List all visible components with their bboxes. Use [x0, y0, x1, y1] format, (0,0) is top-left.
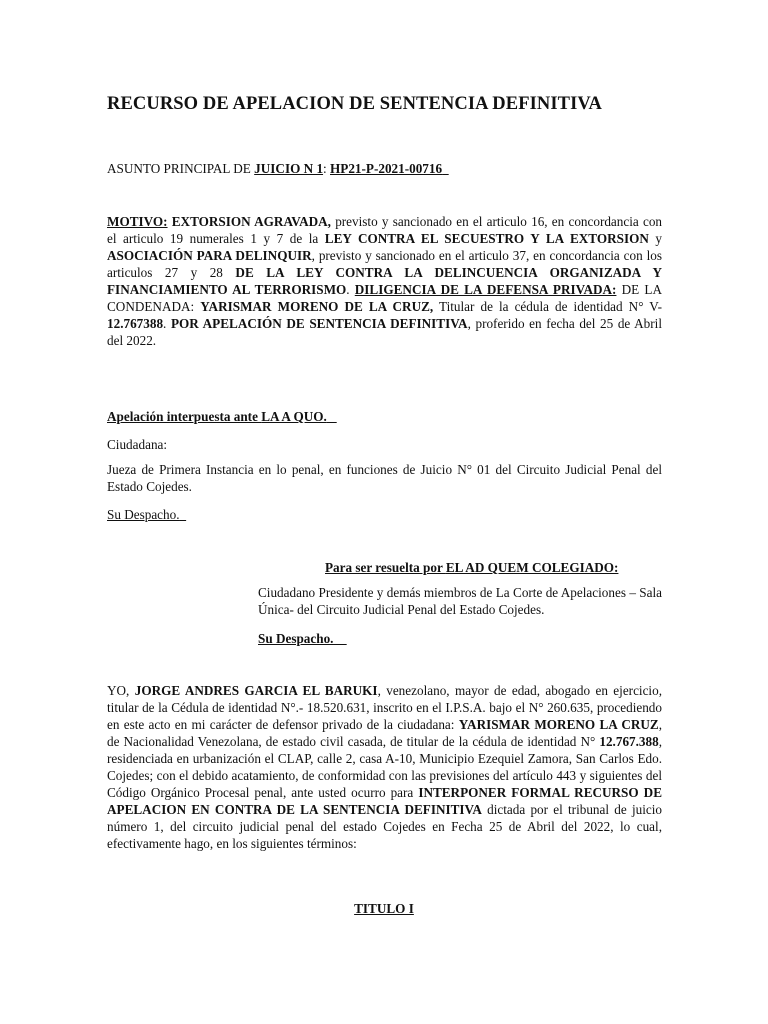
diligencia-label: DILIGENCIA DE LA DEFENSA PRIVADA:: [354, 282, 617, 297]
ad-quem-despacho-text: Su Despacho.: [258, 631, 334, 646]
a-quo-underline-tail: [327, 409, 337, 424]
delito-asociacion: ASOCIACIÓN PARA DELINQUIR: [107, 248, 312, 263]
juicio-label: JUICIO N 1: [254, 161, 324, 176]
ad-quem-heading: [325, 559, 618, 576]
a-quo-despacho-text: Su Despacho.: [107, 507, 180, 522]
cuerpo-text-2: , venezolano, mayor de edad, abogado en ejercicio, titular de la Cédula de identidad N°.- 18.520.631, inscrito en el I.P.S.A. bajo el N° 260.635, procediendo en este acto en mi carácter de defensor privado de la ciudadana:: [107, 683, 662, 732]
ad-quem-heading-name: EL AD QUEM COLEGIADO:: [445, 560, 619, 575]
jueza-paragraph: Jueza de Primera Instancia en lo penal, en funciones de Juicio N° 01 del Circuito Judicial Penal del Estado Cojedes.: [107, 462, 662, 494]
motivo-text-6: Titular de la cédula de identidad N° V-: [433, 299, 662, 314]
ciudadana-name: YARISMAR MORENO LA CRUZ: [458, 717, 659, 732]
delito-extorsion: EXTORSION AGRAVADA,: [171, 214, 331, 229]
asunto-prefix: ASUNTO PRINCIPAL DE: [107, 161, 255, 176]
cuerpo-text-5: dictada por el tribunal de juicio número 1, del circuito judicial penal del estado Cojedes en Fecha 25 de Abril del 2022, lo cual, efectivamente hago, en los siguientes términos:: [107, 802, 662, 851]
a-quo-heading-text: Apelación interpuesta ante: [107, 409, 262, 424]
motivo-text-4: .: [346, 282, 355, 297]
a-quo-despacho-tail: [180, 507, 187, 522]
condenada-cedula: 12.767388: [107, 316, 164, 331]
motivo-text-8: , proferido en fecha del 25 de Abril del 2022.: [107, 316, 662, 348]
motivo-text-3: , previsto y sancionado en el articulo 37, en concordancia con los articulos 27 y 28: [107, 248, 662, 280]
ciudadana-label: Ciudadana:: [107, 437, 168, 452]
abogado-name: JORGE ANDRES GARCIA EL BARUKI: [134, 683, 378, 698]
motivo-text-1: previsto y sancionado en el articulo 16, en concordancia con el articulo 19 numerales 1 y 7 de la: [107, 214, 663, 246]
motivo-text-5: DE LA CONDENADA:: [107, 282, 662, 314]
interponer-recurso: INTERPONER FORMAL RECURSO DE APELACION EN CONTRA DE LA SENTENCIA DEFINITIVA: [107, 785, 662, 817]
motivo-text-7: .: [163, 316, 171, 331]
asunto-line: [107, 160, 449, 177]
expediente-number: HP21-P-2021-00716: [330, 161, 443, 176]
motivo-label: MOTIVO:: [107, 214, 168, 229]
ad-quem-despacho-tail: [333, 631, 346, 646]
presidente-paragraph: Ciudadano Presidente y demás miembros de La Corte de Apelaciones – Sala Única- del Circuito Judicial Penal del Estado Cojedes.: [258, 585, 662, 617]
ciudadana-cedula: 12.767.388: [599, 734, 659, 749]
a-quo-heading: [107, 408, 337, 425]
document-title: RECURSO DE APELACION DE SENTENCIA DEFINITIVA: [107, 94, 602, 114]
cuerpo-paragraph: [107, 682, 662, 852]
motivo-text-2: y: [648, 231, 662, 246]
a-quo-heading-name: LA A QUO.: [261, 409, 327, 424]
ad-quem-heading-text: Para ser resuelta por: [325, 560, 446, 575]
titulo-heading: TITULO I: [354, 901, 414, 916]
cuerpo-text-4: , residenciada en urbanización el CLAP, calle 2, casa A-10, Municipio Ezequiel Zamora, San Carlos Edo. Cojedes; con el debido acatamiento, de conformidad con las previsiones del artículo 443 y siguientes del Código Orgánico Procesal penal, ante usted ocurro para: [107, 734, 662, 800]
condenada-name: YARISMAR MORENO DE LA CRUZ,: [200, 299, 434, 314]
cuerpo-text-1: YO,: [107, 683, 135, 698]
ley-secuestro: LEY CONTRA EL SECUESTRO Y LA EXTORSION: [324, 231, 649, 246]
asunto-separator: :: [323, 161, 331, 176]
ley-delincuencia-organizada: DE LA LEY CONTRA LA DELINCUENCIA ORGANIZADA Y FINANCIAMIENTO AL TERRORISMO: [107, 265, 662, 297]
apelacion-label: POR APELACIÓN DE SENTENCIA DEFINITIVA: [170, 316, 468, 331]
motivo-paragraph: [107, 213, 662, 349]
ad-quem-despacho: [258, 630, 347, 647]
a-quo-despacho: [107, 506, 186, 523]
cuerpo-text-3: , de Nacionalidad Venezolana, de estado civil casada, de titular de la cédula de identidad N°: [107, 717, 662, 749]
expediente-underline-tail: [442, 161, 449, 176]
